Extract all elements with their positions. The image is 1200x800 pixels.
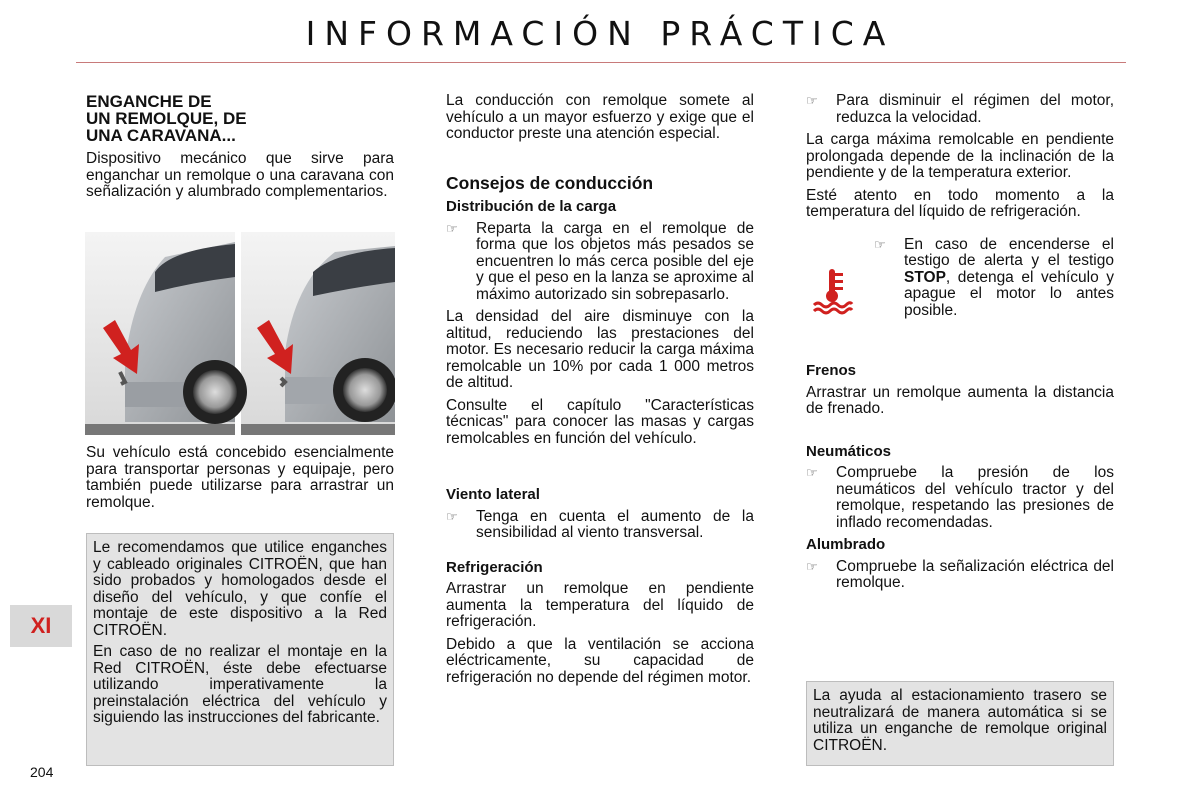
bullet-text: Tenga en cuenta el aumento de la sensibilidad al viento transversal. (476, 507, 754, 541)
stop-label: STOP (904, 268, 946, 286)
warning-text-end: , detenga el vehículo y apague el motor lo antes posible. (904, 268, 1114, 319)
bullet-text: Para disminuir el régimen del motor, reduzca la velocidad. (836, 92, 1114, 126)
subsection-title: Refrigeración (446, 558, 543, 576)
body-paragraph: La carga máxima remolcable en pendiente prolongada depende de la inclinación de la pendiente y de la temperatura exterior. (806, 131, 1114, 181)
subsection-title: Neumáticos (806, 442, 892, 460)
recommendation-box (86, 533, 394, 766)
column-3 (806, 93, 1114, 598)
subsection-title: Frenos (806, 362, 857, 379)
page-number: 204 (30, 764, 54, 780)
column-1-body (86, 445, 394, 517)
body-paragraph: Debido a que la ventilación se acciona eléctricamente, su capacidad de refrigeración no depende del régimen motor. (446, 635, 754, 686)
heading-line-1: ENGANCHE DE (86, 92, 212, 111)
warning-text-start: En caso de encenderse el testigo de alerta y el testigo (904, 235, 1114, 269)
pointing-hand-icon: ☞ (446, 508, 458, 524)
body-paragraph: Esté atento en todo momento a la temperatura del líquido de refrigeración. (806, 186, 1114, 220)
box-paragraph: En caso de no realizar el montaje en la Red CITROËN, éste debe efectuarse utilizando imperativamente la preinstalación eléctrica del vehículo y siguiendo las instrucciones del fabricante. (93, 643, 387, 726)
towbar-photo (85, 232, 395, 435)
body-paragraph: Arrastrar un remolque en pendiente aumenta la temperatura del líquido de refrigeración. (446, 580, 754, 630)
body-paragraph: La densidad del aire disminuye con la altitud, reduciendo las prestaciones del motor. Es necesario reducir la carga máxima remolcable un 10% por cada 1 000 metros de altitud. (446, 308, 754, 391)
subsection-title: Distribución de la carga (446, 198, 617, 215)
section-heading (86, 93, 394, 144)
heading-line-3: UNA CARAVANA... (86, 126, 236, 145)
pointing-hand-icon: ☞ (806, 93, 818, 108)
column-2 (446, 93, 754, 692)
pointing-hand-icon: ☞ (806, 558, 818, 574)
pointing-hand-icon: ☞ (874, 236, 886, 252)
warning-text (904, 237, 1114, 320)
subsection-title: Alumbrado (806, 536, 886, 553)
heading-line-2: UN REMOLQUE, DE (86, 109, 247, 128)
bullet-text: Compruebe la presión de los neumáticos del vehículo tractor y del remolque, respetando las presiones de inflado recomendadas. (836, 464, 1114, 531)
section-title: Consejos de conducción (446, 172, 654, 193)
bullet-item (446, 221, 754, 304)
body-paragraph: Consulte el capítulo "Características técnicas" para conocer las masas y cargas remolcables en función del vehículo. (446, 396, 754, 447)
box-paragraph: Le recomendamos que utilice enganches y cableado originales CITROËN, que han sido probados y homologados desde el diseño del vehículo, y que confíe el montaje de este dispositivo a la Red CITROËN. (93, 539, 387, 639)
coolant-temperature-warning-icon (808, 265, 856, 315)
bullet-item (806, 559, 1114, 592)
column-1 (86, 93, 394, 207)
usage-paragraph: Su vehículo está concebido esencialmente para transportar personas y equipaje, pero también puede utilizarse para arrastrar un remolque. (86, 444, 394, 511)
pointing-hand-icon: ☞ (446, 220, 458, 236)
parking-aid-box (806, 681, 1114, 766)
page-title: INFORMACIÓN PRÁCTICA (305, 14, 895, 53)
intro-paragraph: La conducción con remolque somete al vehículo a un mayor esfuerzo y exige que el conductor preste una atención especial. (446, 92, 754, 142)
bullet-text: Compruebe la señalización eléctrica del remolque. (836, 557, 1114, 591)
pointing-hand-icon: ☞ (806, 465, 818, 480)
header-divider (76, 62, 1126, 63)
bullet-item (806, 93, 1114, 126)
bullet-text: Reparta la carga en el remolque de forma que los objetos más pesados se encuentren lo más cerca posible del eje y que el peso en la lanza se aproxime al máximo autorizado sin sobrepasarlo. (476, 219, 754, 303)
intro-paragraph: Dispositivo mecánico que sirve para enganchar un remolque o una caravana con señalización y alumbrado complementarios. (86, 150, 394, 200)
chapter-tab: XI (10, 605, 72, 647)
body-paragraph: Arrastrar un remolque aumenta la distancia de frenado. (806, 383, 1114, 417)
warning-bullet (874, 237, 1114, 320)
bullet-item (446, 509, 754, 542)
subsection-title: Viento lateral (446, 486, 540, 503)
bullet-item (806, 465, 1114, 531)
box-paragraph: La ayuda al estacionamiento trasero se neutralizará de manera automática si se utiliza un enganche de remolque original CITROËN. (813, 687, 1107, 754)
